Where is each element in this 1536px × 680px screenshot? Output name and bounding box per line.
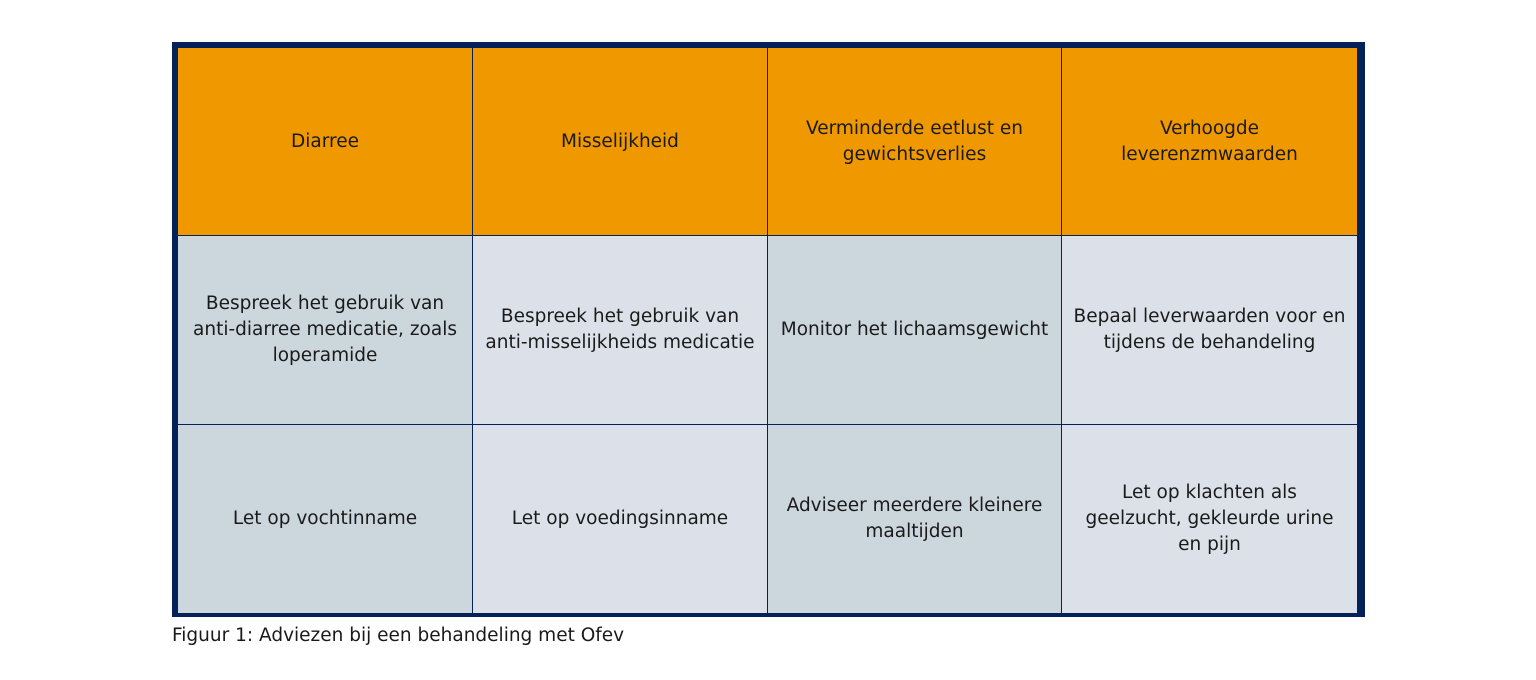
header-cell: Diarree — [178, 48, 472, 235]
table-cell: Bespreek het gebruik van anti-misselijkheids medicatie — [473, 236, 767, 424]
table-cell: Let op klachten als geelzucht, gekleurde urine en pijn — [1062, 425, 1357, 613]
table-cell: Monitor het lichaamsgewicht — [768, 236, 1061, 424]
header-cell: Misselijkheid — [473, 48, 767, 235]
header-cell: Verhoogde leverenzmwaarden — [1062, 48, 1357, 235]
table-cell: Adviseer meerdere kleinere maaltijden — [768, 425, 1061, 613]
table-cell: Bespreek het gebruik van anti-diarree medicatie, zoals loperamide — [178, 236, 472, 424]
advice-table — [172, 42, 1365, 617]
header-cell: Verminderde eetlust en gewichtsverlies — [768, 48, 1061, 235]
figure-caption: Figuur 1: Adviezen bij een behandeling met Ofev — [172, 625, 625, 646]
table-cell: Bepaal leverwaarden voor en tijdens de behandeling — [1062, 236, 1357, 424]
table-cell: Let op vochtinname — [178, 425, 472, 613]
table-cell: Let op voedingsinname — [473, 425, 767, 613]
